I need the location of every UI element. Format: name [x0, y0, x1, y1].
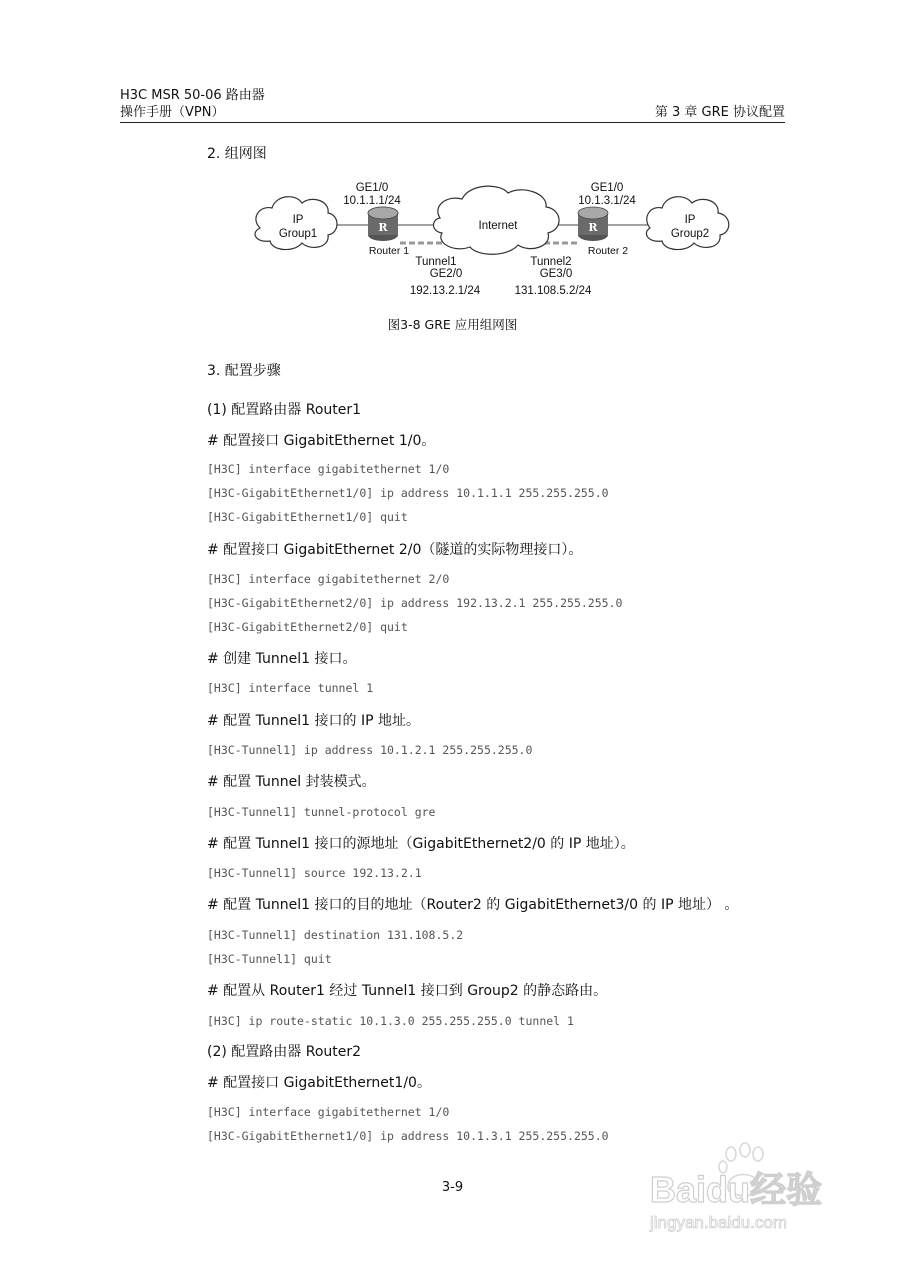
watermark-url: jingyan.baidu.com	[650, 1213, 788, 1232]
cloud-internet-label: Internet	[478, 220, 518, 232]
cloud-group1-line1: IP	[292, 214, 304, 226]
comment-3: # 创建 Tunnel1 接口。	[207, 651, 357, 667]
figure-caption: 图3-8 GRE 应用组网图	[387, 317, 518, 332]
code-line: [H3C] interface gigabitethernet 2/0	[207, 572, 450, 586]
comment-2: # 配置接口 GigabitEthernet 2/0（隧道的实际物理接口）。	[207, 542, 583, 558]
cloud-group1-line2: Group1	[278, 228, 318, 240]
code-line: [H3C-Tunnel1] source 192.13.2.1	[207, 866, 422, 880]
code-line: [H3C-GigabitEthernet1/0] ip address 10.1.3.1 255.255.255.0	[207, 1129, 609, 1143]
header-chapter: 第 3 章 GRE 协议配置	[654, 105, 785, 120]
code-line: [H3C] ip route-static 10.1.3.0 255.255.255.0 tunnel 1	[207, 1014, 574, 1028]
cloud-group1	[255, 197, 337, 250]
code-line: [H3C-GigabitEthernet1/0] ip address 10.1.1.1 255.255.255.0	[207, 486, 609, 500]
gre-topology-diagram	[250, 173, 750, 303]
tunnel2-ip: 131.108.5.2/24	[514, 285, 592, 297]
router2-iface: GE1/0	[590, 182, 624, 194]
cloud-internet	[434, 186, 560, 254]
section-steps-heading: 3. 配置步骤	[207, 363, 281, 379]
comment-6: # 配置 Tunnel1 接口的源地址（GigabitEthernet2/0 的 IP 地址）。	[207, 836, 635, 852]
header-product: H3C MSR 50-06 路由器	[120, 88, 265, 103]
section-topology-heading: 2. 组网图	[207, 146, 267, 162]
comment-8: # 配置从 Router1 经过 Tunnel1 接口到 Group2 的静态路由。	[207, 983, 608, 999]
code-line: [H3C] interface gigabitethernet 1/0	[207, 1105, 450, 1119]
tunnel1-name: Tunnel1	[415, 256, 457, 268]
code-line: [H3C-GigabitEthernet1/0] quit	[207, 510, 408, 524]
watermark-brand: Baidu经验	[650, 1169, 823, 1210]
code-line: [H3C-GigabitEthernet2/0] ip address 192.13.2.1 255.255.255.0	[207, 596, 623, 610]
page-number: 3-9	[441, 1180, 464, 1195]
cloud-group2	[646, 197, 728, 250]
router1-icon	[368, 207, 398, 241]
comment-5: # 配置 Tunnel 封装模式。	[207, 774, 376, 790]
code-line: [H3C-Tunnel1] destination 131.108.5.2	[207, 928, 464, 942]
tunnel2-name: Tunnel2	[530, 256, 572, 268]
code-line: [H3C] interface tunnel 1	[207, 681, 374, 695]
code-line: [H3C-GigabitEthernet2/0] quit	[207, 620, 408, 634]
comment-1: # 配置接口 GigabitEthernet 1/0。	[207, 433, 436, 449]
baidu-watermark	[648, 1140, 858, 1240]
comment-9: # 配置接口 GigabitEthernet1/0。	[207, 1075, 431, 1091]
code-line: [H3C-Tunnel1] quit	[207, 952, 332, 966]
svg-text:R: R	[378, 221, 388, 234]
tunnel2-iface: GE3/0	[539, 268, 573, 280]
code-line: [H3C-Tunnel1] ip address 10.1.2.1 255.255.255.0	[207, 743, 533, 757]
router2-label: Router 2	[587, 245, 629, 257]
code-line: [H3C] interface gigabitethernet 1/0	[207, 462, 450, 476]
step2-heading: (2) 配置路由器 Router2	[207, 1044, 362, 1060]
router1-ip: 10.1.1.1/24	[343, 195, 401, 207]
header-manual: 操作手册（VPN）	[120, 105, 225, 120]
tunnel1-ip: 192.13.2.1/24	[409, 285, 481, 297]
comment-7: # 配置 Tunnel1 接口的目的地址（Router2 的 GigabitEthernet3/0 的 IP 地址） 。	[207, 897, 739, 913]
router2-icon	[578, 207, 608, 241]
tunnel1-iface: GE2/0	[429, 268, 463, 280]
header-rule	[120, 122, 785, 123]
cloud-group2-line1: IP	[684, 214, 696, 226]
router1-iface: GE1/0	[355, 182, 389, 194]
cloud-group2-line2: Group2	[670, 228, 710, 240]
svg-text:R: R	[588, 221, 598, 234]
step1-heading: (1) 配置路由器 Router1	[207, 402, 362, 418]
router2-ip: 10.1.3.1/24	[578, 195, 636, 207]
code-line: [H3C-Tunnel1] tunnel-protocol gre	[207, 805, 436, 819]
router1-label: Router 1	[368, 245, 410, 257]
comment-4: # 配置 Tunnel1 接口的 IP 地址。	[207, 713, 421, 729]
